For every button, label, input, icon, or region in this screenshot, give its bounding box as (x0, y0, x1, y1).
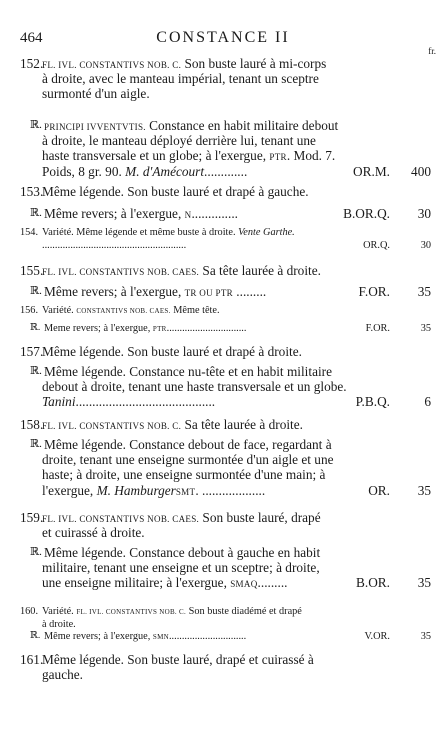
metal-grade: F.OR. (358, 284, 390, 299)
mint-mark: TR OU PTR (184, 288, 233, 298)
text-run: une enseigne militaire; à l'exergue, (42, 575, 231, 591)
entry-obverse (0, 263, 446, 278)
entry-line (0, 483, 446, 498)
leader-dots: ................... (202, 482, 266, 498)
entry-number: 160. (20, 606, 39, 617)
text-run: à droite. (42, 619, 76, 631)
entry-line (0, 605, 446, 618)
leader-dots: ............................... (166, 323, 247, 334)
entry-line (0, 652, 446, 667)
entry-line (0, 560, 446, 575)
entry-line (0, 239, 446, 252)
price-value: 6 (424, 394, 431, 410)
leader-dots: .......................................... (75, 394, 216, 410)
text-run: Même légende. Son buste lauré, drapé et cuirassé à (42, 652, 314, 667)
entry-line (0, 304, 446, 317)
reverse-mark: ℝ. (30, 285, 42, 297)
text-run: militaire, tenant une enseigne et un sceptre; à droite, (42, 560, 320, 576)
entry-number: 157. (20, 344, 44, 359)
entry-text (42, 379, 347, 394)
entry-line (0, 71, 446, 86)
price-value: 30 (420, 240, 431, 252)
entry-text (44, 364, 332, 379)
text-run: . Mod. 7. (286, 148, 336, 164)
legend-smallcaps: FL. IVL. CONSTANTIVS NOB. C. (42, 421, 182, 431)
entry-obverse (0, 652, 446, 682)
entry-line (0, 364, 446, 379)
entry-obverse (0, 304, 446, 317)
entry-text (42, 71, 319, 86)
entry-line (0, 575, 446, 590)
text-run: Poids, 8 gr. 90. (42, 163, 126, 179)
entry-line (0, 322, 446, 335)
entry-text (42, 417, 303, 434)
entry-number: 154. (20, 227, 39, 238)
entry-text (42, 184, 309, 199)
entry-text (42, 560, 320, 575)
leader-dots: ............. (204, 163, 248, 179)
entry-line (0, 344, 446, 359)
text-run: Son buste lauré, drapé (199, 510, 321, 525)
text-run: haste transversale et un globe; à l'exergue, (42, 148, 270, 164)
text-run: Même légende. Constance debout à gauche en habit (44, 545, 321, 560)
text-run: Même légende. Constance nu-tête et en habit militaire (44, 364, 332, 379)
entry-reverse (0, 545, 446, 591)
entry-line (0, 510, 446, 525)
price-unit-label: fr. (428, 46, 436, 56)
collection-name: M. Hamburger (96, 482, 176, 498)
text-run: et cuirassé à droite. (42, 525, 145, 541)
page-number: 464 (20, 30, 43, 46)
entry-line (0, 263, 446, 278)
entry-reverse (0, 118, 446, 179)
text-run: Variété. (42, 606, 77, 617)
price-value: 35 (420, 323, 431, 334)
entry-text (42, 344, 302, 359)
reverse-mark: ℝ. (30, 631, 41, 641)
entry-text (42, 86, 150, 101)
mint-mark: FL. IVL. CONSTANTIVS NOB. C. (76, 608, 187, 616)
entry-line (0, 630, 446, 643)
price-value: 400 (411, 163, 431, 179)
entry-obverse (0, 510, 446, 540)
entry-line (0, 467, 446, 482)
text-run: Son buste lauré à mi-corps (181, 56, 327, 71)
entry-text (44, 206, 238, 223)
text-run: Variété. Même légende et même buste à droite. (42, 227, 239, 238)
entry-text (42, 652, 314, 667)
entry-text (44, 322, 246, 336)
text-run: surmonté d'un aigle. (42, 86, 150, 102)
mint-mark: SMAQ (230, 579, 258, 590)
text-run: Même légende. Son buste lauré et drapé à droite. (42, 344, 302, 359)
entry-line (0, 86, 446, 101)
entry-text (42, 164, 247, 179)
entry-line (0, 545, 446, 560)
text-run: gauche. (42, 667, 83, 683)
entry-text (44, 545, 320, 560)
entry-text (42, 263, 321, 280)
running-title: CONSTANCE II (156, 29, 290, 46)
text-run: Même revers; à l'exergue, (44, 206, 185, 221)
entry-line (0, 525, 446, 540)
entry-number: 158. (20, 417, 44, 432)
text-run: . (195, 482, 202, 498)
entry-number: 153. (20, 184, 44, 199)
metal-grade: OR.Q. (363, 240, 390, 252)
text-run: l'exergue, (42, 482, 97, 498)
running-head (0, 22, 446, 46)
entry-number: 155. (20, 263, 44, 278)
entry-line (0, 184, 446, 199)
entry-line (0, 379, 446, 394)
leader-dots: ......... (232, 284, 267, 299)
entry-line (0, 417, 446, 432)
entry-reverse (0, 322, 446, 335)
entry-text (44, 284, 266, 301)
text-run: à droite, avec le manteau impérial, tenant un sceptre (42, 71, 319, 87)
entry-reverse (0, 206, 446, 221)
text-run: Même revers; à l'exergue, (44, 631, 153, 642)
entry-line (0, 164, 446, 179)
entry-reverse (0, 284, 446, 299)
reverse-mark: ℝ. (30, 323, 41, 333)
metal-grade: P.B.Q. (355, 394, 390, 410)
reverse-mark: ℝ. (30, 438, 42, 450)
collection-name: Vente Garthe. (238, 227, 295, 238)
entry-text (42, 394, 215, 409)
text-run: Sa tête laurée à droite. (181, 417, 303, 432)
reverse-mark: ℝ. (30, 119, 42, 131)
text-run: droite, tenant une enseigne surmontée d'un aigle et une (42, 452, 334, 468)
collection-name: Tanini (42, 394, 76, 410)
entry-text (42, 667, 83, 682)
price-value: 35 (417, 284, 431, 299)
entry-number: 156. (20, 305, 39, 316)
price-value: 35 (417, 482, 431, 498)
entry-text (42, 304, 220, 318)
metal-grade: OR.M. (353, 163, 390, 179)
entry-line (0, 118, 446, 133)
entry-number: 152. (20, 56, 44, 71)
entry-line (0, 148, 446, 163)
entry-text (42, 483, 265, 500)
entry-line (0, 437, 446, 452)
entry-text (42, 467, 325, 482)
entry-obverse (0, 605, 446, 632)
text-run: Même revers; à l'exergue, (44, 284, 185, 299)
legend-smallcaps: FL. IVL. CONSTANTIVS NOB. CAES. (42, 514, 200, 524)
metal-grade: B.OR. (356, 575, 390, 591)
metal-grade: F.OR. (365, 323, 390, 334)
entry-text (42, 226, 295, 239)
entry-line (0, 206, 446, 221)
entry-line (0, 667, 446, 682)
entry-text (42, 239, 186, 252)
text-run: Meme revers; à l'exergue, (44, 323, 153, 334)
mint-mark: N (184, 210, 192, 220)
entry-text (42, 575, 287, 592)
reverse-mark: ℝ. (30, 546, 42, 558)
entry-obverse (0, 226, 446, 253)
entry-line (0, 394, 446, 409)
price-value: 30 (417, 206, 431, 221)
entry-reverse (0, 437, 446, 498)
text-run: Variété. (42, 305, 77, 316)
entry-obverse (0, 184, 446, 199)
text-run: Même tête. (170, 305, 220, 316)
entry-text (44, 437, 332, 452)
entry-line (0, 56, 446, 71)
text-run: Constance en habit militaire debout (145, 118, 339, 133)
text-run: haste; à droite, une enseigne surmontée d'une main; à (42, 467, 326, 483)
text-run: Son buste diadémé et drapé (186, 606, 302, 617)
mint-mark: PTR (269, 152, 287, 163)
leader-dots: .............................. (168, 631, 247, 642)
entry-line (0, 133, 446, 148)
leader-dots: ........................................................ (42, 240, 187, 252)
entry-reverse (0, 630, 446, 643)
entry-obverse (0, 417, 446, 432)
entry-text (42, 605, 302, 619)
price-value: 35 (420, 631, 431, 642)
mint-mark: SMN (152, 633, 169, 641)
legend-smallcaps: FL. IVL. CONSTANTIVS NOB. C. (42, 60, 182, 70)
legend-smallcaps: PRINCIPI IVVENTVTIS. (44, 122, 146, 132)
entry-text (42, 525, 145, 540)
entry-number: 161. (20, 652, 44, 667)
text-run: à droite, le manteau déployé derrière lui, tenant une (42, 133, 316, 149)
entry-line (0, 452, 446, 467)
price-value: 35 (417, 575, 431, 591)
reverse-mark: ℝ. (30, 207, 42, 219)
entry-reverse (0, 364, 446, 410)
entry-obverse (0, 344, 446, 359)
legend-smallcaps: FL. IVL. CONSTANTIVS NOB. CAES. (42, 267, 200, 277)
entry-text (44, 630, 246, 644)
metal-grade: B.OR.Q. (343, 206, 390, 221)
reverse-mark: ℝ. (30, 365, 42, 377)
text-run: debout à droite, tenant une haste transversale et un globe. (42, 379, 347, 395)
entry-text (42, 452, 334, 467)
text-run: Même légende. Constance debout de face, regardant à (44, 437, 332, 452)
entry-line (0, 226, 446, 239)
collection-name: M. d'Amécourt (125, 163, 205, 179)
entry-line (0, 284, 446, 299)
metal-grade: V.OR. (364, 631, 390, 642)
entry-obverse (0, 56, 446, 102)
leader-dots: ......... (257, 575, 288, 591)
mint-mark: PTR (152, 325, 167, 333)
leader-dots: .............. (191, 206, 238, 221)
entry-number: 159. (20, 510, 44, 525)
text-run: Même légende. Son buste lauré et drapé à gauche. (42, 184, 309, 199)
mint-mark: CONSTANTIVS NOB. CAES. (76, 307, 171, 315)
entry-text (42, 133, 316, 148)
text-run: Sa tête laurée à droite. (199, 263, 321, 278)
mint-mark: SMT (175, 486, 196, 497)
metal-grade: OR. (368, 482, 390, 498)
